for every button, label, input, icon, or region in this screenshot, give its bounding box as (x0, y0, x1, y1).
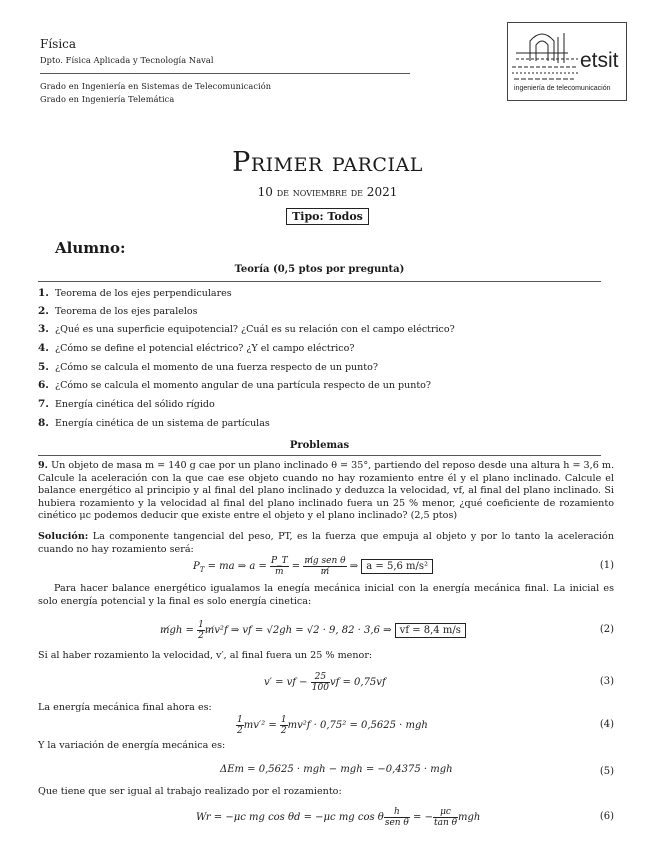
friction-text: Si al haber rozamiento la velocidad, v′, al final fuera un 25 % menor: (38, 650, 373, 661)
exam-date: 10 de noviembre de 2021 (257, 185, 398, 199)
result-final-velocity: vf = 8,4 m/s (395, 623, 466, 638)
exam-title: Primer parcial (232, 147, 423, 178)
theory-question-8: 8. Energía cinética de un sistema de partículas (38, 417, 270, 429)
theory-rule (38, 281, 601, 282)
student-label: Alumno: (55, 239, 126, 257)
etsit-logo (507, 22, 627, 101)
theory-heading: Teoría (0,5 ptos por pregunta) (234, 264, 405, 275)
department-name: Dpto. Física Aplicada y Tecnología Naval (40, 55, 214, 65)
variation-text: Y la variación de energía mecánica es: (38, 740, 226, 751)
theory-question-4: 4. ¿Cómo se define el potencial eléctrico? ¿Y el campo eléctrico? (38, 342, 355, 354)
energy-balance-text: Para hacer balance energético igualamos la enegía mecánica inicial con la energía mecánica final. La inicial es solo energía potencial y la final es solo energía cinetica: (38, 583, 614, 607)
theory-question-3: 3. ¿Qué es una superficie equipotencial? ¿Cuál es su relación con el campo eléctrico? (38, 323, 455, 335)
work-text: Que tiene que ser igual al trabajo realizado por el rozamiento: (38, 786, 342, 797)
etsit-logo-icon (508, 23, 626, 100)
equation-1: $P_T$ = ma ⇒ a = $\frac{P\_T}{m}$ = $\frac{\text{m̸g sen θ}}{m̸}$ ⇒ a = 5,6 m/s² (1) (193, 556, 614, 577)
problem-9-statement: 9. Un objeto de masa m = 140 g cae por un plano inclinado θ = 35°, partiendo del reposo desde una altura h = 3,6 m. Calcule la aceleración con la que cae ese objeto cuando no hay rozamiento entre él y el plano inclinado. Calcule el balance energético al principio y al final del plano inclinado y deduzca la velocidad, vf, al final del plano inclinado. Si hubiera rozamiento y la velocidad al final del plano inclinado fuera un 25 % menor, ¿qué coeficiente de rozamiento cinético μc podemos deducir que existe entre el objeto y el plano inclinado? (2,5 ptos) (38, 460, 614, 522)
equation-3: v′ = vf − $\frac{25}{100}$ vf = 0,75vf (3) (264, 672, 614, 693)
problems-rule (38, 455, 601, 456)
equation-6: Wr = −μc mg cos θd = −μc mg cos θ $\frac{h}{\text{sen θ}}$ = − $\frac{\mu c}{\text{tan θ}}$ mgh (6) (196, 807, 614, 828)
exam-type-wrap (0, 205, 655, 225)
theory-question-1: 1. Teorema de los ejes perpendiculares (38, 287, 232, 299)
theory-question-2: 2. Teorema de los ejes paralelos (38, 305, 198, 317)
header-divider (40, 73, 410, 74)
equation-5: ΔEm = 0,5625 · mgh − mgh = −0,4375 · mgh (5) (220, 764, 614, 777)
equation-4: $\frac{1}{2}$ mv′² = $\frac{1}{2}$ mv²f · 0,75² = 0,5625 · mgh (4) (237, 715, 614, 736)
degree-telematics: Grado en Ingeniería Telemática (40, 94, 175, 104)
theory-question-7: 7. Energía cinética del sólido rígido (38, 398, 215, 410)
result-acceleration: a = 5,6 m/s² (361, 559, 433, 574)
subject-title: Física (40, 37, 77, 51)
exam-type-badge: Tipo: Todos (286, 208, 369, 225)
degree-telecom-systems: Grado en Ingeniería en Sistemas de Telecomunicación (40, 81, 272, 91)
logo-word: etsit (580, 49, 619, 72)
theory-question-6: 6. ¿Cómo se calcula el momento angular de una partícula respecto de un punto? (38, 379, 431, 391)
problems-heading: Problemas (289, 440, 350, 451)
final-energy-text: La energía mecánica final ahora es: (38, 702, 212, 713)
solution-intro: Solución: La componente tangencial del peso, PT, es la fuerza que empuja al objeto y por lo tanto la aceleración cuando no hay rozamiento será: (38, 531, 614, 555)
equation-2: m̸gh = $\frac{1}{2}$ m̸v²f ⇒ vf = √2gh = √2 · 9, 82 · 3,6 ⇒ vf = 8,4 m/s (2) (160, 620, 614, 641)
theory-question-5: 5. ¿Cómo se calcula el momento de una fuerza respecto de un punto? (38, 361, 378, 373)
logo-subtitle: ingeniería de telecomunicación (514, 85, 611, 92)
